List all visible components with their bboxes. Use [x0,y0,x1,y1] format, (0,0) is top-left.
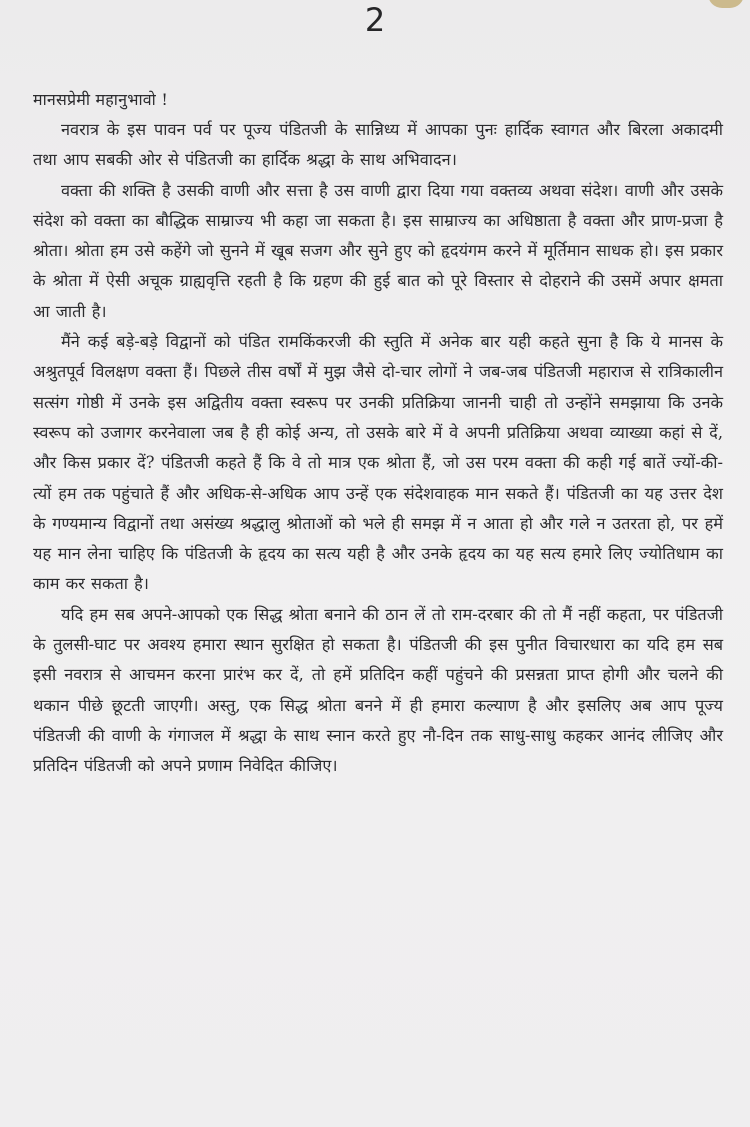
page-number: 2 [364,1,386,39]
paragraph-conclusion: यदि हम सब अपने-आपको एक सिद्ध श्रोता बनाने की ठान लें तो राम-दरबार की तो मैं नहीं कहता, पर पंडितजी के तुलसी-घाट पर अवश्य हमारा स्थान सुरक्षित हो सकता है। पंडितजी की इस पुनीत विचारधारा का यदि हम सब इसी नवरात्र से आचमन करना प्रारंभ कर दें, तो हमें प्रतिदिन कहीं पहुंचने की प्रसन्नता प्राप्त होगी और चलने की थकान पीछे छूटती जाएगी। अस्तु, एक सिद्ध श्रोता बनने में ही हमारा कल्याण है और इसलिए अब आप पूज्य पंडितजी की वाणी के गंगाजल में श्रद्धा के साथ स्नान करते हुए नौ-दिन तक साधु-साधु कहकर आनंद लीजिए और प्रतिदिन पंडितजी को अपने प्रणाम निवेदित कीजिए। [33,604,723,776]
paragraph-pandit-listener: मैंने कई बड़े-बड़े विद्वानों को पंडित रामकिंकरजी की स्तुति में अनेक बार यही कहते सुना है कि ये मानस के अश्रुतपूर्व विलक्षण वक्ता हैं। पिछले तीस वर्षों में मुझ जैसे दो-चार लोगों ने जब-जब पंडितजी महाराज से रात्रिकालीन सत्संग गोष्ठी में उनके इस अद्वितीय वक्ता स्वरूप पर उनकी प्रतिक्रिया जाननी चाही तो उन्होंने समझाया कि उनके स्वरूप को उजागर करनेवाला जब है ही कोई अन्य, तो उसके बारे में वे अपनी प्रतिक्रिया अथवा व्याख्या कहां से दें, और किस प्रकार दें? पंडितजी कहते हैं कि वे तो मात्र एक श्रोता हैं, जो उस परम वक्ता की कही गई बातें ज्यों-की-त्यों हम तक पहुंचाते हैं और अधिक-से-अधिक आप उन्हें एक संदेशवाहक मान सकते हैं। पंडितजी का यह उत्तर देश के गण्यमान्य विद्वानों तथा असंख्य श्रद्धालु श्रोताओं को भले ही समझ में न आता हो और गले न उतरता हो, पर हमें यह मान लेना चाहिए कि पंडितजी के हृदय का सत्य यही है और उनके हृदय का यह सत्य हमारे लिए ज्योतिधाम का काम कर सकता है। [33,332,723,594]
salutation: मानसप्रेमी महानुभावो ! [33,90,168,109]
page-body [33,84,723,782]
paragraph-speaker-power: वक्ता की शक्ति है उसकी वाणी और सत्ता है उस वाणी द्वारा दिया गया वक्तव्य अथवा संदेश। वाणी और उसके संदेश को वक्ता का बौद्धिक साम्राज्य भी कहा जा सकता है। इस साम्राज्य का अधिष्ठाता है वक्ता और प्राण-प्रजा है श्रोता। श्रोता हम उसे कहेंगे जो सुनने में खूब सजग और सुने हुए को हृदयंगम करने में मूर्तिमान साधक हो। इस प्रकार के श्रोता में ऐसी अचूक ग्राह्यवृत्ति रहती है कि ग्रहण की हुई बात को पूरे विस्तार से दोहराने की उसमें अपार क्षमता आ जाती है। [33,180,723,321]
paragraph-welcome: नवरात्र के इस पावन पर्व पर पूज्य पंडितजी के सान्निध्य में आपका पुनः हार्दिक स्वागत और बिरला अकादमी तथा आप सबकी ओर से पंडितजी का हार्दिक श्रद्धा के साथ अभिवादन। [33,120,723,170]
